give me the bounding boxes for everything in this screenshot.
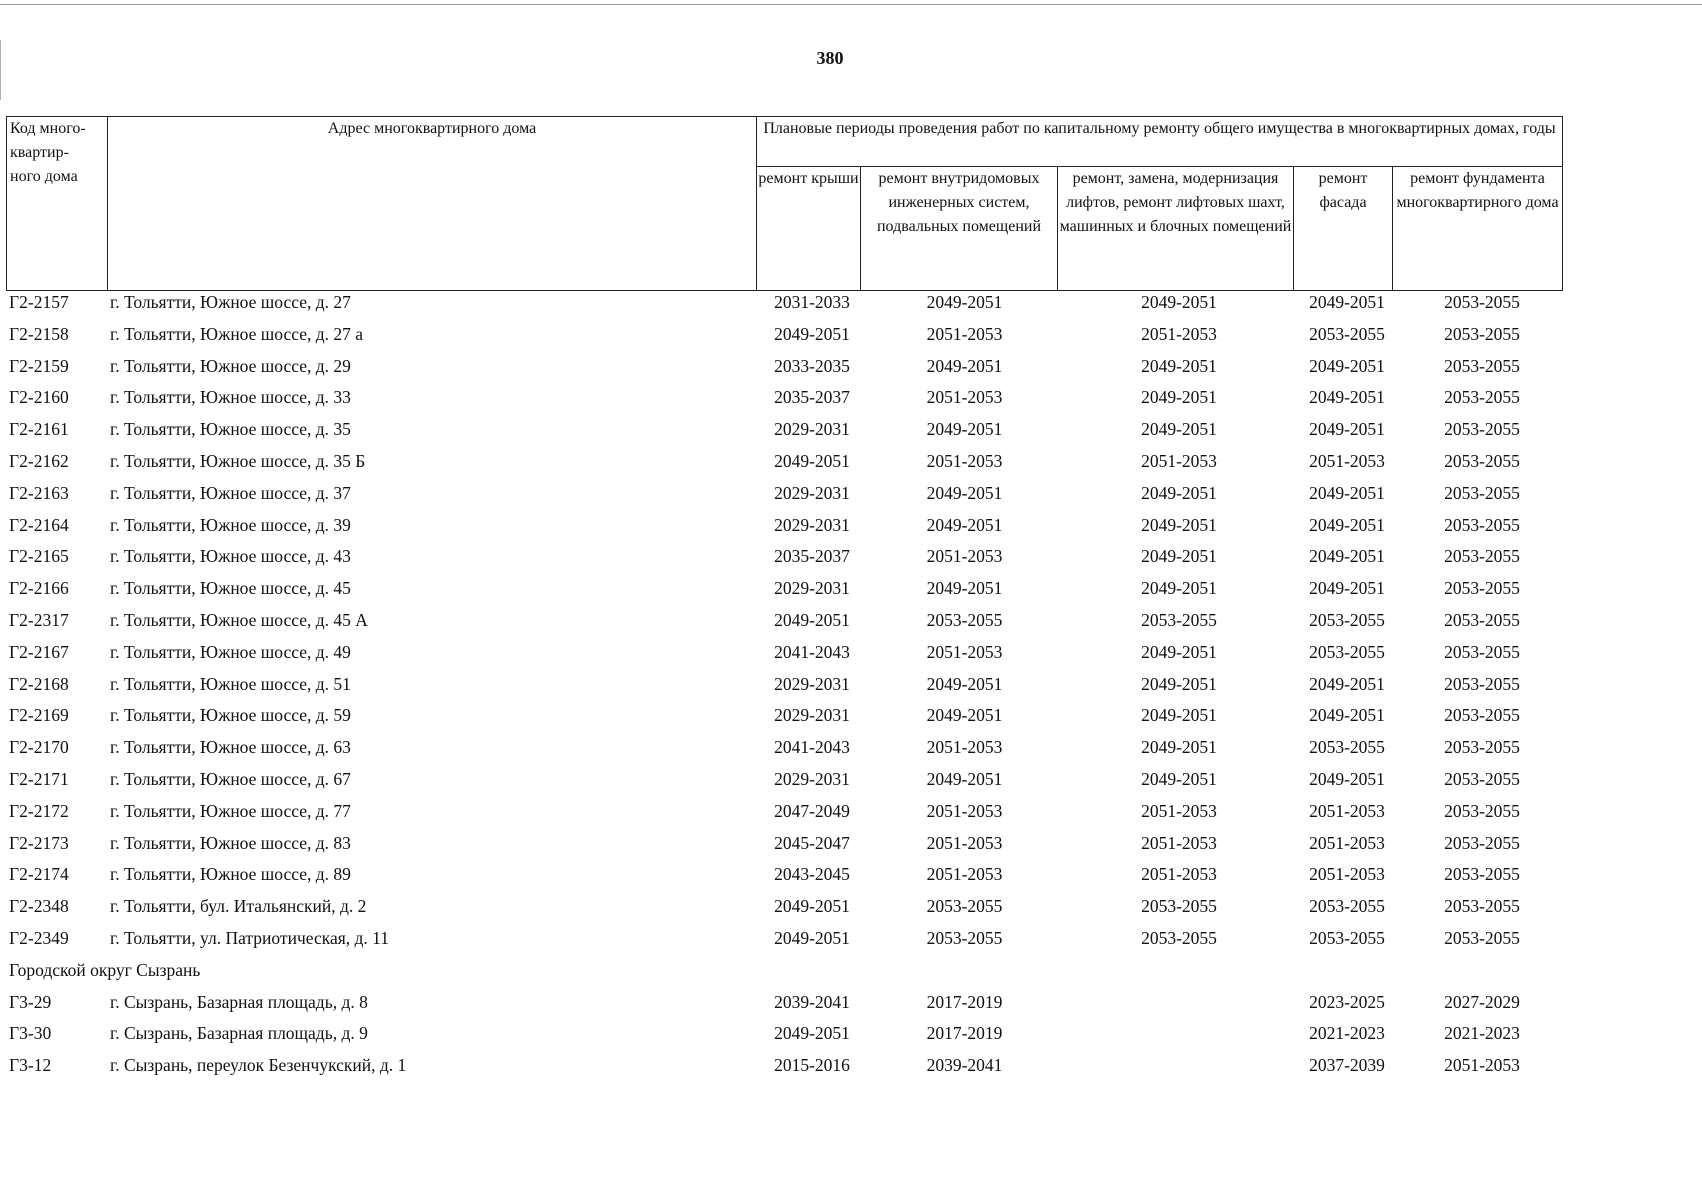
house-code: Г2-2157 <box>9 292 69 312</box>
house-code: Г2-2158 <box>9 323 69 344</box>
roof-repair-period: 2049-2051 <box>774 323 850 344</box>
house-code: Г2-2169 <box>9 705 69 726</box>
header-roof: ремонт крыши <box>757 167 861 291</box>
roof-repair-period: 2041-2043 <box>774 641 850 662</box>
foundation-repair-period: 2027-2029 <box>1444 991 1520 1012</box>
roof-repair-period: 2029-2031 <box>774 673 850 694</box>
house-address: г. Тольятти, Южное шоссе, д. 37 <box>110 482 351 503</box>
facade-repair-period: 2049-2051 <box>1309 768 1385 789</box>
header-address: Адрес многоквартирного дома <box>108 117 757 291</box>
lifts-repair-period: 2049-2051 <box>1141 673 1217 694</box>
house-address: г. Тольятти, Южное шоссе, д. 51 <box>110 673 351 694</box>
engineering-systems-period: 2051-2053 <box>926 832 1003 853</box>
house-code: Г2-2348 <box>9 896 69 917</box>
engineering-systems-period: 2053-2055 <box>926 927 1003 948</box>
facade-repair-period: 2053-2055 <box>1309 641 1385 662</box>
house-code: Г2-2168 <box>9 673 69 694</box>
lifts-repair-period: 2049-2051 <box>1141 387 1217 408</box>
house-address: г. Тольятти, Южное шоссе, д. 63 <box>110 737 351 758</box>
engineering-systems-period: 2049-2051 <box>926 482 1003 503</box>
facade-repair-period: 2049-2051 <box>1309 292 1385 312</box>
engineering-systems-period: 2049-2051 <box>926 514 1003 535</box>
engineering-systems-period: 2051-2053 <box>926 546 1003 567</box>
facade-repair-period: 2023-2025 <box>1309 991 1385 1012</box>
lifts-repair-period: 2049-2051 <box>1141 292 1217 312</box>
house-address: г. Тольятти, Южное шоссе, д. 43 <box>110 546 351 567</box>
lifts-repair-period: 2049-2051 <box>1141 419 1217 440</box>
engineering-systems-period: 2053-2055 <box>926 896 1003 917</box>
roof-repair-period: 2049-2051 <box>774 927 850 948</box>
facade-repair-period: 2049-2051 <box>1309 419 1385 440</box>
foundation-repair-period: 2053-2055 <box>1444 705 1520 726</box>
house-address: г. Сызрань, Базарная площадь, д. 8 <box>110 991 368 1012</box>
roof-repair-period: 2029-2031 <box>774 578 850 599</box>
facade-repair-period: 2037-2039 <box>1309 1055 1385 1076</box>
house-address: г. Тольятти, Южное шоссе, д. 29 <box>110 355 351 376</box>
foundation-repair-period: 2053-2055 <box>1444 419 1520 440</box>
house-address: г. Тольятти, Южное шоссе, д. 67 <box>110 768 351 789</box>
house-address: г. Сызрань, переулок Безенчукский, д. 1 <box>110 1055 407 1076</box>
house-address: г. Тольятти, Южное шоссе, д. 27 <box>110 292 351 312</box>
engineering-systems-period: 2051-2053 <box>926 323 1003 344</box>
facade-repair-period: 2053-2055 <box>1309 609 1385 630</box>
lifts-repair-period: 2049-2051 <box>1141 737 1217 758</box>
facade-repair-period: 2049-2051 <box>1309 546 1385 567</box>
house-code: Г2-2349 <box>9 927 69 948</box>
foundation-repair-period: 2053-2055 <box>1444 546 1520 567</box>
facade-repair-period: 2051-2053 <box>1309 832 1385 853</box>
header-foundation: ремонт фундамента многоквартирного дома <box>1393 167 1563 291</box>
roof-repair-period: 2047-2049 <box>774 800 850 821</box>
header-code: Код много- квартир- ного дома <box>7 117 108 291</box>
lifts-repair-period: 2049-2051 <box>1141 514 1217 535</box>
house-code: Г2-2165 <box>9 546 69 567</box>
lifts-repair-period: 2049-2051 <box>1141 355 1217 376</box>
lifts-repair-period: 2053-2055 <box>1141 896 1217 917</box>
house-address: г. Тольятти, Южное шоссе, д. 45 А <box>110 609 368 630</box>
facade-repair-period: 2051-2053 <box>1309 864 1385 885</box>
house-address: г. Тольятти, Южное шоссе, д. 33 <box>110 387 351 408</box>
roof-repair-period: 2045-2047 <box>774 832 850 853</box>
engineering-systems-period: 2051-2053 <box>926 737 1003 758</box>
lifts-repair-period: 2049-2051 <box>1141 482 1217 503</box>
foundation-repair-period: 2053-2055 <box>1444 514 1520 535</box>
section-title: Городской округ Сызрань <box>9 959 201 980</box>
house-address: г. Тольятти, Южное шоссе, д. 83 <box>110 832 351 853</box>
house-code: Г3-30 <box>9 1023 52 1044</box>
house-code: Г2-2317 <box>9 609 69 630</box>
roof-repair-period: 2049-2051 <box>774 450 850 471</box>
roof-repair-period: 2043-2045 <box>774 864 850 885</box>
foundation-repair-period: 2053-2055 <box>1444 800 1520 821</box>
facade-repair-period: 2049-2051 <box>1309 673 1385 694</box>
foundation-repair-period: 2053-2055 <box>1444 323 1520 344</box>
house-code: Г2-2173 <box>9 832 69 853</box>
foundation-repair-period: 2053-2055 <box>1444 641 1520 662</box>
foundation-repair-period: 2053-2055 <box>1444 768 1520 789</box>
house-code: Г2-2172 <box>9 800 69 821</box>
foundation-repair-period: 2053-2055 <box>1444 673 1520 694</box>
engineering-systems-period: 2049-2051 <box>926 705 1003 726</box>
lifts-repair-period: 2051-2053 <box>1141 450 1217 471</box>
house-code: Г2-2160 <box>9 387 69 408</box>
house-address: г. Тольятти, Южное шоссе, д. 89 <box>110 864 351 885</box>
facade-repair-period: 2049-2051 <box>1309 578 1385 599</box>
foundation-repair-period: 2053-2055 <box>1444 387 1520 408</box>
engineering-systems-period: 2051-2053 <box>926 800 1003 821</box>
engineering-systems-period: 2049-2051 <box>926 768 1003 789</box>
house-code: Г2-2163 <box>9 482 69 503</box>
facade-repair-period: 2049-2051 <box>1309 355 1385 376</box>
lifts-repair-period: 2053-2055 <box>1141 927 1217 948</box>
facade-repair-period: 2051-2053 <box>1309 450 1385 471</box>
facade-repair-period: 2049-2051 <box>1309 387 1385 408</box>
roof-repair-period: 2031-2033 <box>774 292 850 312</box>
facade-repair-period: 2053-2055 <box>1309 737 1385 758</box>
header-lifts: ремонт, замена, модернизация лифтов, ремонт лифтовых шахт, машинных и блочных помещений <box>1058 167 1294 291</box>
house-address: г. Тольятти, Южное шоссе, д. 39 <box>110 514 351 535</box>
foundation-repair-period: 2053-2055 <box>1444 832 1520 853</box>
lifts-repair-period: 2051-2053 <box>1141 800 1217 821</box>
house-address: г. Тольятти, Южное шоссе, д. 35 Б <box>110 450 366 471</box>
lifts-repair-period: 2049-2051 <box>1141 705 1217 726</box>
facade-repair-period: 2049-2051 <box>1309 514 1385 535</box>
foundation-repair-period: 2053-2055 <box>1444 864 1520 885</box>
house-code: Г2-2174 <box>9 864 69 885</box>
house-address: г. Сызрань, Базарная площадь, д. 9 <box>110 1023 368 1044</box>
house-code: Г2-2171 <box>9 768 69 789</box>
engineering-systems-period: 2049-2051 <box>926 578 1003 599</box>
foundation-repair-period: 2053-2055 <box>1444 292 1520 312</box>
house-code: Г3-29 <box>9 991 52 1012</box>
house-code: Г2-2166 <box>9 578 69 599</box>
facade-repair-period: 2021-2023 <box>1309 1023 1385 1044</box>
facade-repair-period: 2051-2053 <box>1309 800 1385 821</box>
engineering-systems-period: 2049-2051 <box>926 419 1003 440</box>
house-address: г. Тольятти, бул. Итальянский, д. 2 <box>110 896 367 917</box>
roof-repair-period: 2015-2016 <box>774 1055 850 1076</box>
roof-repair-period: 2041-2043 <box>774 737 850 758</box>
facade-repair-period: 2053-2055 <box>1309 927 1385 948</box>
engineering-systems-period: 2049-2051 <box>926 673 1003 694</box>
facade-repair-period: 2049-2051 <box>1309 482 1385 503</box>
foundation-repair-period: 2021-2023 <box>1444 1023 1520 1044</box>
roof-repair-period: 2029-2031 <box>774 419 850 440</box>
house-address: г. Тольятти, Южное шоссе, д. 49 <box>110 641 351 662</box>
engineering-systems-period: 2051-2053 <box>926 387 1003 408</box>
house-code: Г3-12 <box>9 1055 52 1076</box>
house-address: г. Тольятти, Южное шоссе, д. 59 <box>110 705 351 726</box>
facade-repair-period: 2053-2055 <box>1309 896 1385 917</box>
lifts-repair-period: 2051-2053 <box>1141 832 1217 853</box>
house-address: г. Тольятти, Южное шоссе, д. 35 <box>110 419 351 440</box>
foundation-repair-period: 2053-2055 <box>1444 896 1520 917</box>
house-address: г. Тольятти, Южное шоссе, д. 45 <box>110 578 351 599</box>
roof-repair-period: 2039-2041 <box>774 991 850 1012</box>
lifts-repair-period: 2049-2051 <box>1141 546 1217 567</box>
foundation-repair-period: 2053-2055 <box>1444 927 1520 948</box>
roof-repair-period: 2029-2031 <box>774 514 850 535</box>
engineering-systems-period: 2039-2041 <box>926 1055 1003 1076</box>
engineering-systems-period: 2053-2055 <box>926 609 1003 630</box>
engineering-systems-period: 2017-2019 <box>926 1023 1003 1044</box>
house-code: Г2-2162 <box>9 450 69 471</box>
lifts-repair-period: 2049-2051 <box>1141 578 1217 599</box>
roof-repair-period: 2049-2051 <box>774 896 850 917</box>
foundation-repair-period: 2053-2055 <box>1444 609 1520 630</box>
foundation-repair-period: 2053-2055 <box>1444 578 1520 599</box>
foundation-repair-period: 2053-2055 <box>1444 482 1520 503</box>
facade-repair-period: 2049-2051 <box>1309 705 1385 726</box>
page-number: 380 <box>816 48 844 68</box>
house-code: Г2-2161 <box>9 419 69 440</box>
roof-repair-period: 2049-2051 <box>774 1023 850 1044</box>
engineering-systems-period: 2017-2019 <box>926 991 1003 1012</box>
roof-repair-period: 2033-2035 <box>774 355 850 376</box>
house-code: Г2-2170 <box>9 737 69 758</box>
roof-repair-period: 2029-2031 <box>774 705 850 726</box>
roof-repair-period: 2035-2037 <box>774 546 850 567</box>
header-periods: Плановые периоды проведения работ по капитальному ремонту общего имущества в многоквартирных домах, годы <box>757 117 1563 167</box>
engineering-systems-period: 2049-2051 <box>926 292 1003 312</box>
foundation-repair-period: 2053-2055 <box>1444 355 1520 376</box>
roof-repair-period: 2029-2031 <box>774 482 850 503</box>
foundation-repair-period: 2051-2053 <box>1444 1055 1520 1076</box>
header-facade: ремонт фасада <box>1294 167 1393 291</box>
foundation-repair-period: 2053-2055 <box>1444 450 1520 471</box>
table-header <box>6 116 1563 291</box>
house-code: Г2-2159 <box>9 355 69 376</box>
lifts-repair-period: 2049-2051 <box>1141 768 1217 789</box>
roof-repair-period: 2049-2051 <box>774 609 850 630</box>
roof-repair-period: 2035-2037 <box>774 387 850 408</box>
lifts-repair-period: 2051-2053 <box>1141 323 1217 344</box>
lifts-repair-period: 2051-2053 <box>1141 864 1217 885</box>
house-address: г. Тольятти, Южное шоссе, д. 77 <box>110 800 351 821</box>
engineering-systems-period: 2049-2051 <box>926 355 1003 376</box>
lifts-repair-period: 2053-2055 <box>1141 609 1217 630</box>
header-engineering-systems: ремонт внутридомовых инженерных систем, подвальных помещений <box>861 167 1058 291</box>
lifts-repair-period: 2049-2051 <box>1141 641 1217 662</box>
roof-repair-period: 2029-2031 <box>774 768 850 789</box>
engineering-systems-period: 2051-2053 <box>926 641 1003 662</box>
house-code: Г2-2164 <box>9 514 69 535</box>
house-code: Г2-2167 <box>9 641 69 662</box>
facade-repair-period: 2053-2055 <box>1309 323 1385 344</box>
engineering-systems-period: 2051-2053 <box>926 450 1003 471</box>
top-border-line <box>0 4 1702 5</box>
house-address: г. Тольятти, Южное шоссе, д. 27 а <box>110 323 364 344</box>
house-address: г. Тольятти, ул. Патриотическая, д. 11 <box>110 927 390 948</box>
engineering-systems-period: 2051-2053 <box>926 864 1003 885</box>
foundation-repair-period: 2053-2055 <box>1444 737 1520 758</box>
